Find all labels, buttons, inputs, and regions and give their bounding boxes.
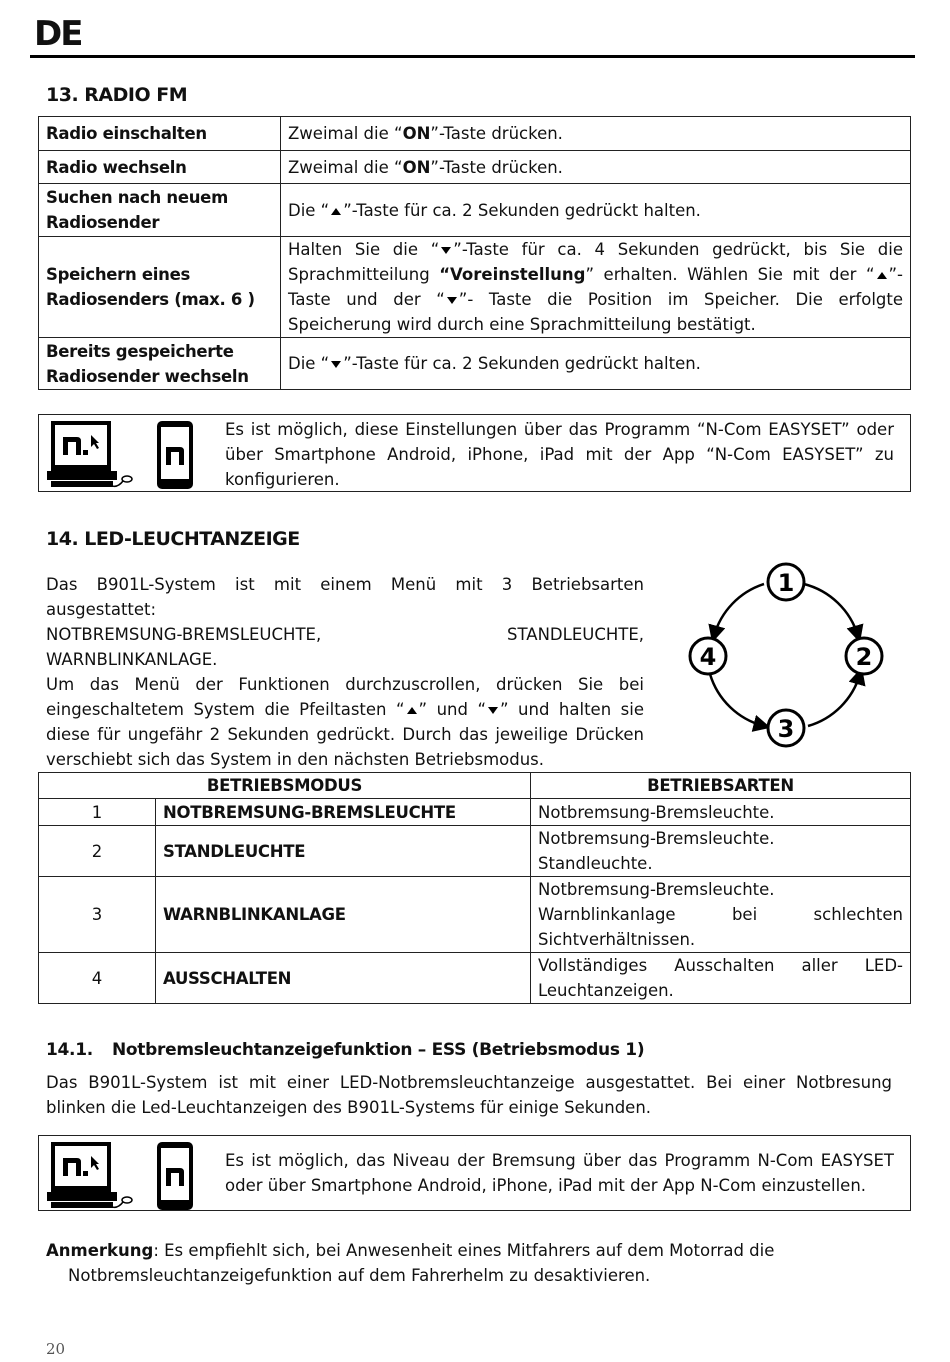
section-14-title: 14. LED-LEUCHTANZEIGE: [46, 528, 300, 550]
arrow-down-icon: [447, 297, 457, 304]
mode-name: AUSSCHALTEN: [156, 953, 531, 1004]
mode-name: WARNBLINKANLAGE: [156, 877, 531, 953]
mode-desc: Notbremsung-Bremsleuchte. Standleuchte.: [531, 826, 911, 877]
mode-name: NOTBREMSUNG-BREMSLEUCHTE: [156, 799, 531, 826]
column-header: BETRIEBSMODUS: [39, 773, 531, 799]
pc-smartphone-icon: [47, 419, 207, 491]
note-text: : Es empfiehlt sich, bei Anwesenheit eines Mitfahrers auf dem Motorrad die: [153, 1241, 775, 1260]
arrow-down-icon: [441, 247, 451, 254]
radio-label: Speichern eines Radiosenders (max. 6 ): [39, 237, 281, 338]
radio-desc: Halten Sie die “ ”-Taste für ca. 4 Sekunden gedrückt, bis Sie die Sprachmitteilung “Voreinstellung” erhalten. Wählen Sie mit der “ ”-Taste und der “ ”- Taste die Position im Speicher. Die erfolgte Speicherung wird durch eine Sprachmitteilung bestätigt.: [281, 237, 911, 338]
radio-label: Suchen nach neuem Radiosender: [39, 184, 281, 237]
header-rule: [30, 55, 915, 58]
table-row: [39, 826, 911, 877]
mode-desc: Vollständiges Ausschalten aller LED-Leuchtanzeigen.: [531, 953, 911, 1004]
section-14-1-title: 14.1. Notbremsleuchtanzeigefunktion – ESS (Betriebsmodus 1): [46, 1040, 645, 1060]
cycle-node: [768, 710, 804, 746]
language-code: DE: [34, 14, 82, 54]
mode-desc: Notbremsung-Bremsleuchte.: [531, 799, 911, 826]
svg-text:2: 2: [855, 643, 873, 671]
note-label: Anmerkung: [46, 1241, 154, 1260]
mode-number: 3: [39, 877, 156, 953]
table-row: [39, 117, 911, 151]
table-row: [39, 799, 911, 826]
info-box: [38, 414, 911, 492]
radio-label: Bereits gespeicherte Radiosender wechseln: [39, 338, 281, 390]
modes-table: [38, 772, 911, 1004]
note-text: Notbremsleuchtanzeigefunktion auf dem Fahrerhelm zu desaktivieren.: [68, 1266, 651, 1285]
table-header-row: [39, 773, 911, 799]
radio-desc: Die “ ”-Taste für ca. 2 Sekunden gedrückt halten.: [281, 338, 911, 390]
table-row: [39, 151, 911, 184]
table-row: [39, 953, 911, 1004]
radio-desc: Die “ ”-Taste für ca. 2 Sekunden gedrückt halten.: [281, 184, 911, 237]
note: [46, 1238, 892, 1288]
info-text: Es ist möglich, das Niveau der Bremsung über das Programm N-Com EASYSET oder über Smartphone Android, iPhone, iPad mit der App N-Com einzustellen.: [225, 1151, 894, 1195]
mode-number: 4: [39, 953, 156, 1004]
column-header: BETRIEBSARTEN: [531, 773, 911, 799]
table-row: [39, 237, 911, 338]
section-14-intro: Das B901L-System ist mit einem Menü mit 3 Betriebsarten ausgestattet: NOTBREMSUNG-BREMSLEUCHTE, STANDLEUCHTE, WARNBLINKANLAGE. Um das Menü der Funktionen durchzuscrollen, drücken Sie bei eingeschaltetem System die Pfeiltasten “ ” und “ ” und halten sie diese für ungefähr 2 Sekunden gedrückt. Durch das jeweilige Drücken verschiebt sich das System in den nächsten Betriebsmodus.: [46, 575, 644, 769]
radio-label: Radio wechseln: [39, 151, 281, 184]
mode-name: STANDLEUCHTE: [156, 826, 531, 877]
radio-table: [38, 116, 911, 390]
mode-number: 2: [39, 826, 156, 877]
svg-text:1: 1: [777, 569, 795, 597]
table-row: [39, 877, 911, 953]
section-13-title: 13. RADIO FM: [46, 84, 188, 106]
info-text: Es ist möglich, diese Einstellungen über das Programm “N-Com EASYSET” oder über Smartphone Android, iPhone, iPad mit der App “N-Com EASYSET” zu konfigurieren.: [225, 420, 894, 489]
radio-desc: Zweimal die “ON”-Taste drücken.: [281, 151, 911, 184]
mode-desc: Notbremsung-Bremsleuchte. Warnblinkanlage bei schlechten Sichtverhältnissen.: [531, 877, 911, 953]
page-number: 20: [46, 1340, 66, 1358]
mode-number: 1: [39, 799, 156, 826]
table-row: [39, 184, 911, 237]
cycle-node: [768, 564, 804, 600]
arrow-up-icon: [331, 208, 341, 215]
table-row: [39, 338, 911, 390]
svg-text:4: 4: [699, 643, 717, 671]
pc-smartphone-icon: [47, 1140, 207, 1212]
arrow-down-icon: [488, 707, 498, 714]
svg-text:3: 3: [777, 715, 795, 743]
arrow-up-icon: [877, 272, 887, 279]
info-box: [38, 1135, 911, 1211]
radio-desc: Zweimal die “ON”-Taste drücken.: [281, 117, 911, 151]
cycle-node: [846, 638, 882, 674]
cycle-node: [690, 638, 726, 674]
section-14-1-text: Das B901L-System ist mit einer LED-Notbremsleuchtanzeige ausgestattet. Bei einer Notbresung blinken die Led-Leuchtanzeigen des B901L-Systems für einige Sekunden.: [46, 1073, 892, 1117]
radio-label: Radio einschalten: [39, 117, 281, 151]
arrow-up-icon: [407, 707, 417, 714]
mode-cycle-diagram: [686, 560, 886, 750]
arrow-down-icon: [331, 361, 341, 368]
